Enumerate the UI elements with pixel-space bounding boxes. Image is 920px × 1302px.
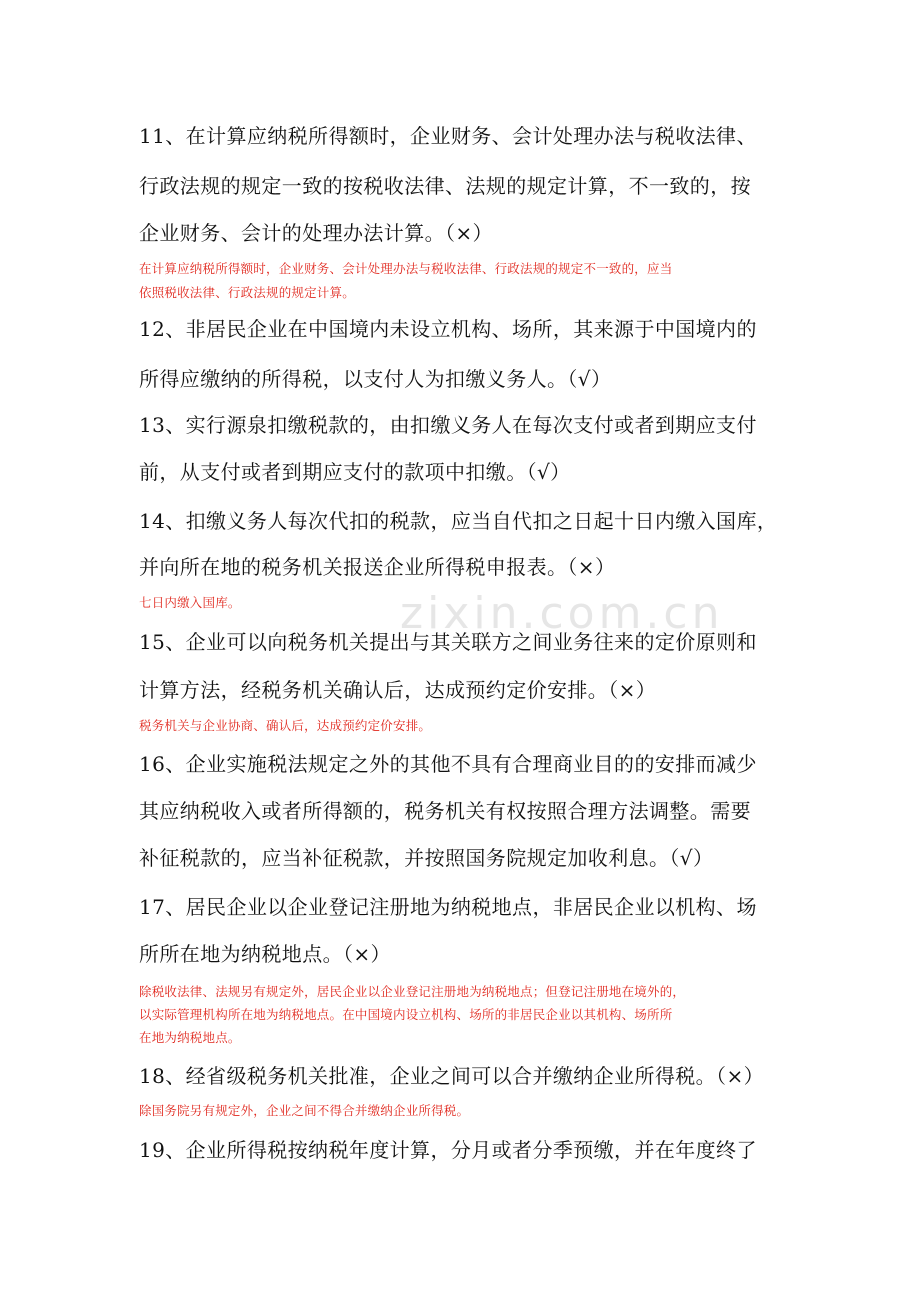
answer-note: 除国务院另有规定外，企业之间不得合并缴纳企业所得税。 (139, 1103, 470, 1118)
question-line: 计算方法，经税务机关确认后，达成预约定价安排。（×） (139, 678, 657, 702)
question-line: 所所在地为纳税地点。（×） (139, 942, 391, 966)
question-line: 所得应缴纳的所得税，以支付人为扣缴义务人。（√） (139, 367, 612, 391)
answer-note: 七日内缴入国库。 (139, 595, 241, 610)
question-line: 企业财务、会计的处理办法计算。（×） (139, 221, 493, 245)
answer-note: 依照税收法律、行政法规的规定计算。 (139, 285, 355, 300)
question-line: 补征税款的，应当补征税款，并按照国务院规定加收利息。（√） (139, 846, 714, 870)
question-line: 其应纳税收入或者所得额的，税务机关有权按照合理方法调整。需要 (139, 799, 751, 823)
answer-note: 除税收法律、法规另有规定外，居民企业以企业登记注册地为纳税地点；但登记注册地在境外的， (139, 984, 686, 999)
question-line: 并向所在地的税务机关报送企业所得税申报表。（×） (139, 555, 616, 579)
question-line: 19、企业所得税按纳税年度计算，分月或者分季预缴，并在年度终了 (139, 1138, 757, 1162)
answer-note: 在地为纳税地点。 (139, 1030, 241, 1045)
question-line: 16、企业实施税法规定之外的其他不具有合理商业目的的安排而减少 (139, 752, 757, 776)
question-line: 17、居民企业以企业登记注册地为纳税地点，非居民企业以机构、场 (139, 895, 757, 919)
question-line: 前，从支付或者到期应支付的款项中扣缴。（√） (139, 460, 571, 484)
watermark: zixin.com.cn (400, 588, 724, 639)
question-line: 11、在计算应纳税所得额时，企业财务、会计处理办法与税收法律、 (139, 124, 757, 148)
question-line: 13、实行源泉扣缴税款的，由扣缴义务人在每次支付或者到期应支付 (139, 413, 757, 437)
answer-note: 在计算应纳税所得额时，企业财务、会计处理办法与税收法律、行政法规的规定不一致的，应当 (139, 261, 673, 276)
question-line: 14、扣缴义务人每次代扣的税款，应当自代扣之日起十日内缴入国库， (139, 509, 778, 533)
question-line: 12、非居民企业在中国境内未设立机构、场所，其来源于中国境内的 (139, 317, 757, 341)
question-line: 15、企业可以向税务机关提出与其关联方之间业务往来的定价原则和 (139, 630, 757, 654)
answer-note: 以实际管理机构所在地为纳税地点。在中国境内设立机构、场所的非居民企业以其机构、场所所 (139, 1007, 673, 1022)
question-line: 行政法规的规定一致的按税收法律、法规的规定计算，不一致的，按 (139, 174, 751, 198)
answer-note: 税务机关与企业协商、确认后，达成预约定价安排。 (139, 718, 432, 733)
question-line: 18、经省级税务机关批准，企业之间可以合并缴纳企业所得税。（×） (139, 1064, 765, 1088)
